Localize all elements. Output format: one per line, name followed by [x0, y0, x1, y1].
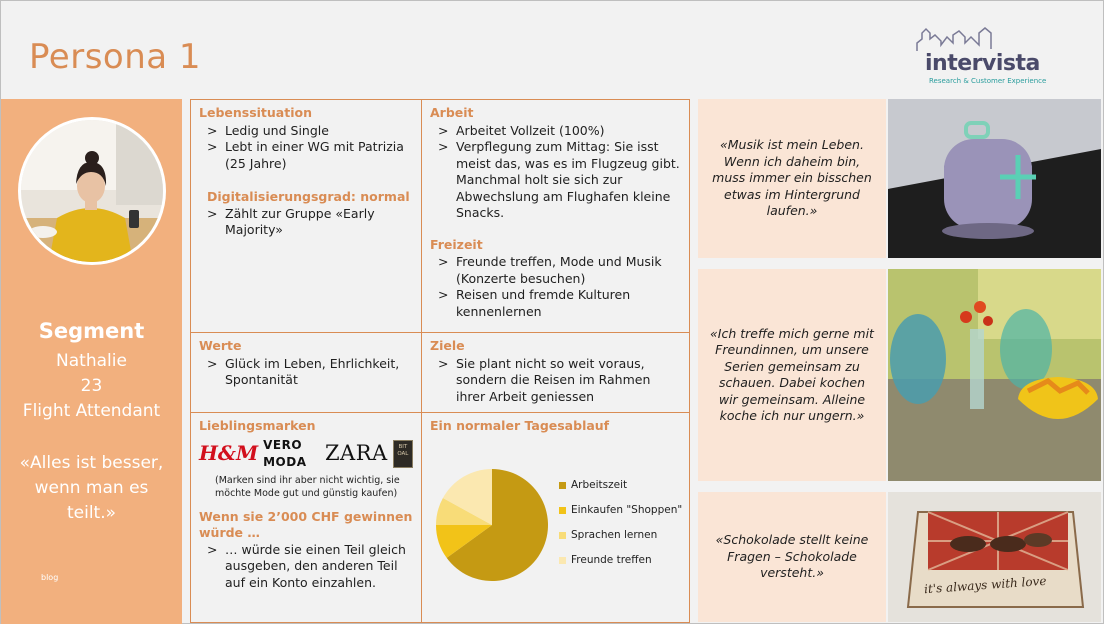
list-item: > Verpflegung zum Mittag: Sie isst meist das, was es im Flugzeug gibt. Manchmal holt sie sich zur Abwechslung am Flughafen kleine Snacks. — [438, 139, 680, 220]
brand-bitoal: BIT OAL — [393, 440, 413, 468]
avatar-frame — [18, 117, 166, 265]
pie-legend — [559, 473, 682, 573]
marken-cell — [191, 412, 422, 622]
avatar — [21, 120, 163, 262]
speaker-photo — [888, 99, 1101, 258]
marken-heading: Lieblingsmarken — [199, 418, 316, 433]
legend-swatch — [559, 507, 566, 514]
box-inscription: it's always with love — [923, 573, 1047, 597]
quote-freundinnen: «Ich treffe mich gerne mit Freundinnen, um unsere Serien gemeinsam zu schauen. Dabei kochen wir gemeinsam. Alleine koche ich nur ungern.» — [698, 269, 886, 481]
brand-vero-moda: VERO MODA — [263, 438, 307, 469]
table-photo — [888, 269, 1101, 481]
arbeit-cell — [422, 100, 689, 332]
legend-swatch — [559, 557, 566, 564]
digital-heading: Digitalisierungsgrad: normal — [207, 189, 410, 204]
legend-swatch — [559, 482, 566, 489]
persona-name: Nathalie — [56, 351, 127, 371]
brand-zara: ZARA — [324, 441, 388, 466]
tagesablauf-heading: Ein normaler Tagesablauf — [430, 418, 610, 433]
list-item: > Glück im Leben, Ehrlichkeit, Spontanität — [207, 355, 400, 387]
brand-logos — [199, 440, 413, 468]
logo-tagline: Research & Customer Experience — [929, 77, 1047, 85]
legend-item — [559, 548, 682, 573]
arbeit-heading: Arbeit — [430, 105, 474, 120]
page-title: Persona 1 — [29, 37, 202, 77]
list-item: > … würde sie einen Teil gleich ausgeben, den anderen Teil auf ein Konto einzahlen. — [207, 541, 406, 590]
gewinn-heading: Wenn sie 2’000 CHF gewinnen würde … — [199, 508, 413, 540]
legend-label: Freunde treffen — [571, 554, 652, 567]
list-item: > Reisen und fremde Kulturen kennenlernen — [438, 287, 631, 319]
logo-wordmark: intervista — [925, 51, 1040, 76]
persona-quote: «Alles ist besser, wenn man es teilt.» — [19, 453, 164, 523]
ziele-heading: Ziele — [430, 338, 465, 353]
persona-panel — [1, 99, 182, 624]
chocolate-box-photo — [888, 492, 1101, 622]
legend-label: Sprachen lernen — [571, 529, 658, 542]
tagesablauf-pie-chart — [432, 465, 552, 585]
legend-label: Einkaufen "Shoppen" — [571, 504, 683, 517]
legend-item — [559, 498, 682, 523]
legend-item — [559, 473, 682, 498]
lebenssituation-heading: Lebenssituation — [199, 105, 312, 120]
segment-heading: Segment — [38, 319, 145, 343]
werte-heading: Werte — [199, 338, 242, 353]
list-item: > Freunde treffen, Mode und Musik (Konzerte besuchen) — [438, 254, 662, 286]
legend-label: Arbeitszeit — [571, 479, 628, 492]
list-item: > Zählt zur Gruppe «Early Majority» — [207, 205, 375, 237]
persona-age: 23 — [80, 376, 103, 396]
quote-schokolade: «Schokolade stellt keine Fragen – Schokolade versteht.» — [698, 492, 886, 622]
blog-label: blog — [41, 573, 59, 582]
intervista-logo — [913, 25, 1053, 87]
list-item: > Sie plant nicht so weit voraus, sondern die Reisen im Rahmen ihrer Arbeit geniessen — [438, 355, 651, 404]
legend-swatch — [559, 532, 566, 539]
list-item: > Ledig und Single — [207, 122, 329, 138]
tagesablauf-cell — [422, 412, 689, 622]
freizeit-heading: Freizeit — [430, 236, 483, 252]
quote-musik: «Musik ist mein Leben. Wenn ich daheim bin, muss immer ein bisschen etwas im Hintergrund laufen.» — [698, 99, 886, 258]
lebenssituation-cell — [191, 100, 422, 332]
marken-note: (Marken sind ihr aber nicht wichtig, sie möchte Mode gut und günstig kaufen) — [215, 474, 400, 499]
legend-item — [559, 523, 682, 548]
persona-job: Flight Attendant — [22, 401, 161, 421]
list-item: > Lebt in einer WG mit Patrizia (25 Jahre) — [207, 139, 404, 171]
ziele-cell — [422, 332, 689, 412]
persona-info-grid — [190, 99, 690, 623]
list-item: > Arbeitet Vollzeit (100%) — [438, 122, 605, 138]
werte-cell — [191, 332, 422, 412]
brand-hm: H&M — [199, 441, 259, 466]
